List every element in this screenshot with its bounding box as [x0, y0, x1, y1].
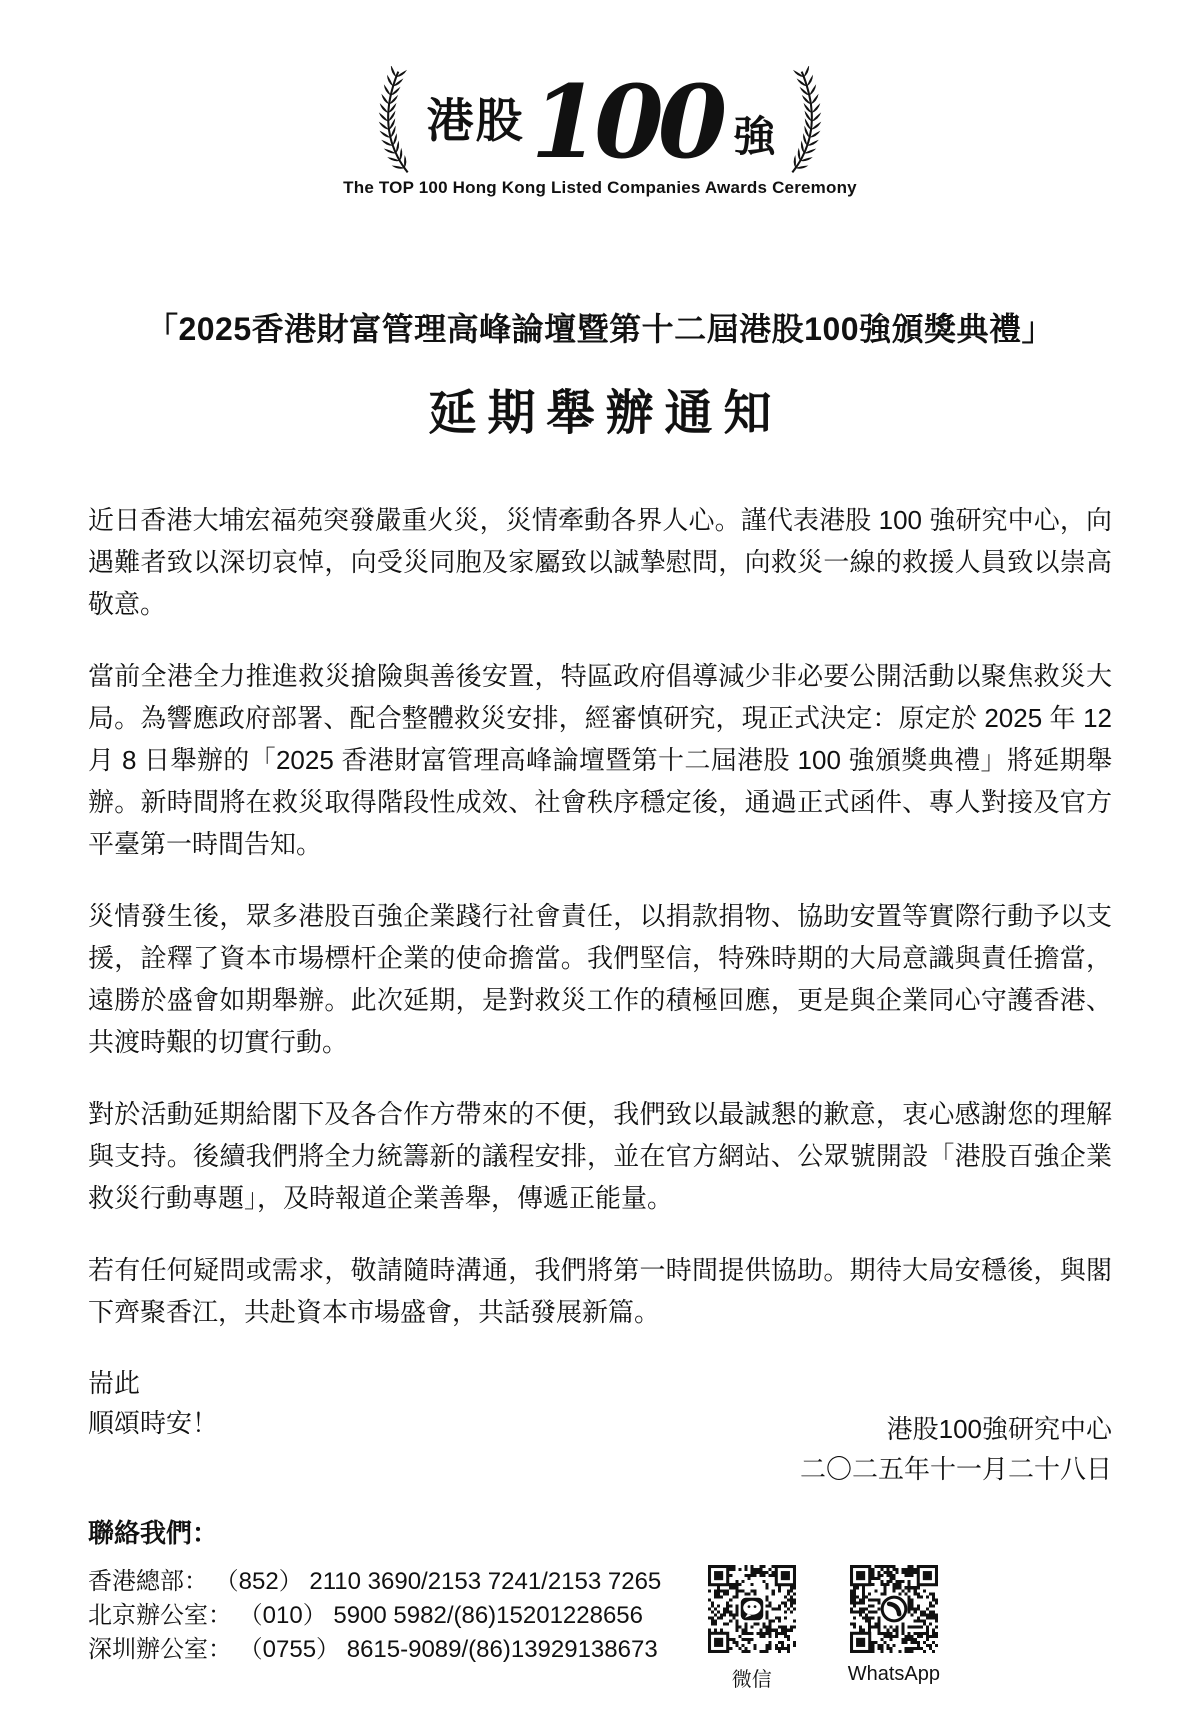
signature-date: 二〇二五年十一月二十八日 [799, 1454, 1112, 1484]
notice-body [88, 499, 1112, 1333]
notice-title-line1: 「2025香港財富管理高峰論壇暨第十二屆港股100強頒獎典禮」 [145, 311, 1055, 347]
logo-wordmark [421, 63, 780, 181]
contact-row [88, 1565, 1112, 1692]
wechat-qr-item [708, 1565, 796, 1692]
contact-heading: 聯絡我們： [88, 1518, 219, 1548]
contact-line-beijing-office: 北京辦公室： （010） 5900 5982/(86)15201228656 [88, 1602, 643, 1629]
paragraph-4: 對於活動延期給閣下及各合作方帶來的不便，我們致以最誠懇的歉意，衷心感謝您的理解與支持。後續我們將全力統籌新的議程安排，並在官方網站、公眾號開設「港股百強企業救災行動專題」，及時報道企業善舉，傳遞正能量。 [88, 1099, 1112, 1213]
whatsapp-qr-label: WhatsApp [847, 1663, 940, 1685]
contact-lines [88, 1565, 661, 1667]
whatsapp-qr-code [850, 1565, 938, 1653]
logo-text-cn-right: 強 [733, 113, 776, 160]
logo-tagline: The TOP 100 Hong Kong Listed Companies Awards Ceremony [343, 178, 857, 197]
closing-and-signature [88, 1363, 1112, 1489]
contact-line-shenzhen-office: 深圳辦公室： （0755） 8615-9089/(86)13929138673 [88, 1636, 658, 1663]
laurel-right-icon [783, 66, 839, 178]
signature-org: 港股100強研究中心 [886, 1414, 1112, 1444]
signature [800, 1409, 1112, 1489]
logo-text-100: 100 [530, 63, 722, 181]
wechat-qr-label: 微信 [731, 1669, 772, 1691]
wechat-qr-code [708, 1565, 796, 1653]
whatsapp-qr-item [848, 1565, 940, 1692]
paragraph-1: 近日香港大埔宏福苑突發嚴重火災，災情牽動各界人心。謹代表港股 100 強研究中心，向遇難者致以深切哀悼，向受災同胞及家屬致以誠摯慰問，向救災一線的救援人員致以崇高敬意。 [88, 505, 1112, 619]
laurel-left-icon [361, 66, 417, 178]
logo [88, 63, 1112, 198]
contact-line-hk-hq: 香港總部： （852） 2110 3690/2153 7241/2153 7265 [88, 1568, 662, 1595]
qr-codes [708, 1565, 940, 1692]
logo-text-cn-left: 港股 [426, 94, 525, 147]
paragraph-2: 當前全港全力推進救災搶險與善後安置，特區政府倡導減少非必要公開活動以聚焦救災大局。為響應政府部署、配合整體救災安排，經審慎研究，現正式決定：原定於 2025 年 12 月 8 日舉辦的「2025 香港財富管理高峰論壇暨第十二屆港股 100 強頒獎典禮」將延期舉辦。新時間將在救災取得階段性成效、社會秩序穩定後，通過正式函件、專人對接及官方平臺第一時間告知。 [88, 661, 1112, 859]
notice-title-line2: 延期舉辦通知 [428, 387, 783, 440]
closing [88, 1363, 218, 1443]
logo-row [88, 63, 1112, 181]
contact-section [88, 1513, 1112, 1692]
closing-line-1: 耑此 [88, 1368, 141, 1398]
whatsapp-icon [882, 1597, 906, 1621]
closing-line-2: 順頌時安！ [88, 1408, 219, 1438]
paragraph-5: 若有任何疑問或需求，敬請隨時溝通，我們將第一時間提供協助。期待大局安穩後，與閣下齊聚香江，共赴資本市場盛會，共話發展新篇。 [88, 1255, 1112, 1327]
paragraph-3: 災情發生後，眾多港股百強企業踐行社會責任，以捐款捐物、協助安置等實際行動予以支援，詮釋了資本市場標杆企業的使命擔當。我們堅信，特殊時期的大局意識與責任擔當，遠勝於盛會如期舉辦。此次延期，是對救災工作的積極回應，更是與企業同心守護香港、共渡時艱的切實行動。 [88, 901, 1112, 1057]
wechat-icon [741, 1598, 763, 1620]
